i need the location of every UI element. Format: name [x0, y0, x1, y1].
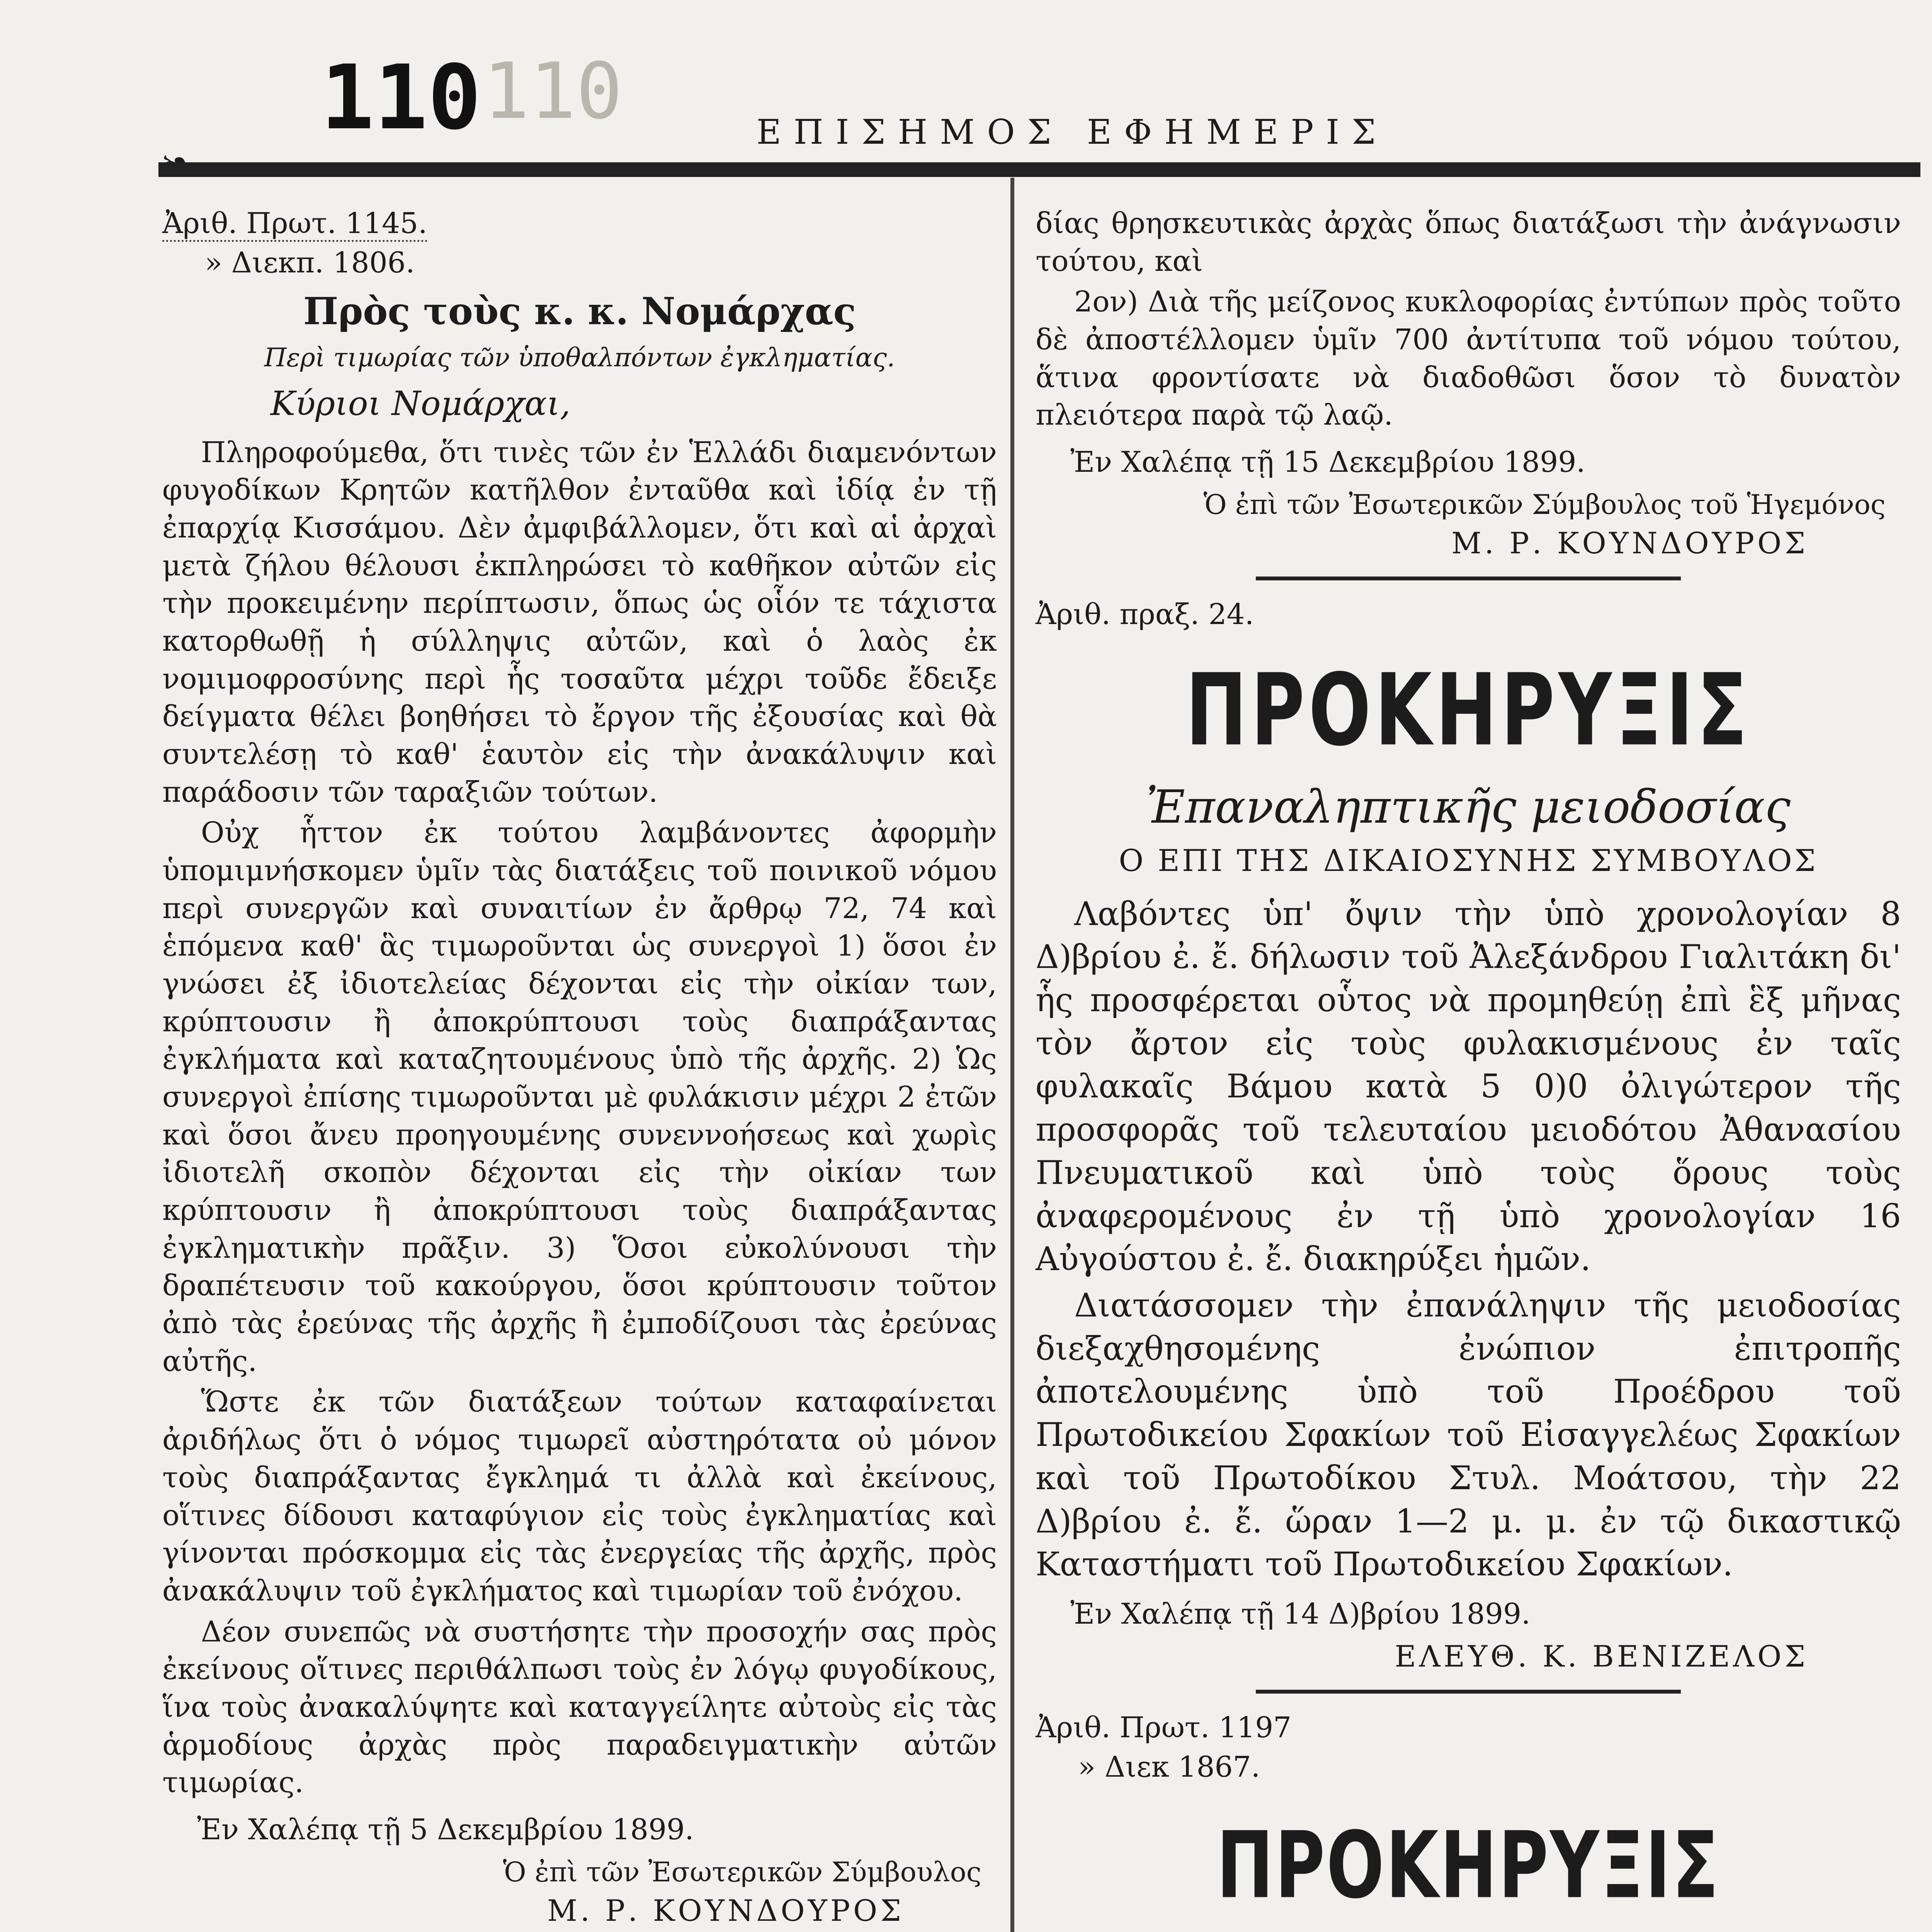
dispatch-number: » Διεκπ. 1806. — [205, 246, 415, 279]
signatory-role: Ὁ ἐπὶ τῶν Ἐσωτερικῶν Σύμβουλος τοῦ Ἡγεμόνος — [1203, 488, 1886, 520]
article-continuation — [1036, 205, 1901, 580]
paragraph: δίας θρησκευτικὰς ἀρχὰς ὅπως διατάξωσι τὴν ἀνάγνωσιν τούτου, καὶ — [1036, 207, 1901, 278]
signatory-name: Μ. Ρ. ΚΟΥΝΔΟΥΡΟΣ — [547, 1893, 904, 1928]
paragraph: Οὐχ ἧττον ἐκ τούτου λαμβάνοντες ἀφορμὴν ὑπομιμνήσκομεν ὑμῖν τὰς διατάξεις τοῦ ποινικοῦ νόμου περὶ συνεργῶν καὶ συναιτίων ἐν ἄρθρῳ 72, 74 καὶ ἑπόμενα καθ' ἃς τιμωροῦνται ὡς συνεργοὶ 1) ὅσοι ἐν γνώσει ἐξ ἰδιοτελείας δέχονται εἰς τὴν οἰκίαν των, κρύπτουσιν ἢ ἀποκρύπτουσι τοὺς διαπράξαντας ἐγκλήματα καὶ καταζητουμένους ὑπὸ τῆς ἀρχῆς. 2) Ὡς συνεργοὶ ἐπίσης τιμωροῦνται μὲ φυλάκισιν μέχρι 2 ἐτῶν καὶ ὅσοι ἄνευ προηγουμένης συνεννοήσεως καὶ χωρὶς ἰδιοτελῆ σκοπὸν δέχονται εἰς τὴν οἰκίαν των κρύπτουσιν ἢ ἀποκρύπτουσι τοὺς διαπράξαντας ἐγκληματικὴν πρᾶξιν. 3) Ὅσοι εὐκολύνουσι τὴν δραπέτευσιν τοῦ κακούργου, ὅσοι κρύπτουσιν τοῦτον ἀπὸ τὰς ἐρεύνας τῆς ἀρχῆς ἢ ἐμποδίζουσι τὰς ἐρεύνας αὐτῆς. — [162, 816, 997, 1378]
paragraph: Δέον συνεπῶς νὰ συστήσητε τὴν προσοχήν σας πρὸς ἐκείνους οἵτινες περιθάλπωσι τοὺς ἐν λόγῳ φυγοδίκους, ἵνα τοὺς ἀνακαλύψητε καὶ καταγγείλητε αὐτοὺς εἰς τὰς ἁρμοδίους ἀρχὰς πρὸς παραδειγματικὴν αὐτῶν τιμωρίας. — [162, 1615, 997, 1799]
paragraph: Διατάσσομεν τὴν ἐπανάληψιν τῆς μειοδοσίας διεξαχθησομένης ἐνώπιον ἐπιτροπῆς ἀποτελουμένης ὑπὸ τοῦ Προέδρου τοῦ Πρωτοδικείου Σφακίων τοῦ Εἰσαγγελέως Σφακίων καὶ τοῦ Πρωτοδίκου Στυλ. Μοάτσου, τὴν 22 Δ)βρίου ἐ. ἔ. ὥραν 1—2 μ. μ. ἐν τῷ δικαστικῷ Καταστήματι τοῦ Πρωτοδικείου Σφακίων. — [1036, 1286, 1901, 1583]
signatory-role: Ὁ ἐπὶ τῶν Ἐσωτερικῶν Σύμβουλος — [503, 1856, 981, 1888]
paragraph: Λαβόντες ὑπ' ὄψιν τὴν ὑπὸ χρονολογίαν 8 Δ)βρίου ἐ. ἔ. δήλωσιν τοῦ Ἀλεξάνδρου Γιαλιτάκη δι' ἧς προσφέρεται οὗτος νὰ προμηθεύῃ ἐπὶ ἓξ μῆνας τὸν ἄρτον εἰς τοὺς φυλακισμένους ἐν ταῖς φυλακαῖς Βάμου κατὰ 5 0)0 ὀλιγώτερον τῆς προσφορᾶς τοῦ τελευταίου μειοδότου Ἀθανασίου Πνευματικοῦ καὶ ὑπὸ τοὺς ὅρους τοὺς ἀναφερομένους ἐν τῇ ὑπὸ χρονολογίαν 16 Αὐγούστου ἐ. ἔ. διακηρύξει ἡμῶν. — [1036, 895, 1901, 1278]
article-nomarchs-fugitives — [162, 205, 997, 1932]
paragraph: Πληροφούμεθα, ὅτι τινὲς τῶν ἐν Ἑλλάδι διαμενόντων φυγοδίκων Κρητῶν κατῆλθον ἐνταῦθα καὶ ἰδίᾳ ἐν τῇ ἐπαρχίᾳ Κισσάμου. Δὲν ἀμφιβάλλομεν, ὅτι καὶ αἱ ἀρχαὶ μετὰ ζήλου θέλουσι ἐκπληρώσει τὸ καθῆκον αὐτῶν εἰς τὴν προκειμένην περίπτωσιν, ὅπως ὡς οἷόν τε τάχιστα κατορθωθῇ ἡ σύλληψις αὐτῶν, καὶ ὁ λαὸς ἐκ νομιμοφροσύνης περὶ ἧς τοσαῦτα μέχρι τοῦδε ἔδειξε δείγματα θέλει βοηθήσει τὸ ἔργον τῆς ἐξουσίας καὶ θὰ συντελέσῃ τὸ καθ' ἑαυτὸν εἰς τὴν ἀνακάλυψιν καὶ παράδοσιν τῶν ταραξιῶν τούτων. — [162, 435, 997, 809]
left-column — [162, 205, 997, 1932]
proclamation-repeat-auction — [1036, 596, 1901, 1694]
right-column — [1036, 205, 1901, 1932]
date-line: Ἐν Χαλέπᾳ τῇ 15 Δεκεμβρίου 1899. — [1070, 446, 1585, 479]
date-line: Ἐν Χαλέπᾳ τῇ 5 Δεκεμβρίου 1899. — [197, 1813, 694, 1846]
dispatch-number: » Διεκ 1867. — [1078, 1750, 1260, 1784]
proclamation-title: ΠΡΟΚΗΡΥΞΙΣ — [1185, 652, 1751, 768]
header-rule — [158, 162, 1920, 177]
section-separator — [1256, 1690, 1681, 1694]
section-separator — [1256, 577, 1681, 580]
page-number: 110 — [321, 46, 481, 150]
proclamation-subtitle: Ἐπαναληπτικῆς μειοδοσίας — [1146, 780, 1791, 833]
issuing-office: Ο ΕΠΙ ΤΗΣ ΔΙΚΑΙΟΣΥΝΗΣ ΣΥΜΒΟΥΛΟΣ — [1119, 843, 1818, 878]
column-divider — [1010, 178, 1014, 1932]
masthead: ΕΠΙΣΗΜΟΣ ΕΦΗΜΕΡΙΣ — [756, 112, 1388, 152]
salutation: Κύριοι Νομάρχαι, — [270, 384, 571, 423]
proclamation-renovation-auction — [1036, 1709, 1901, 1932]
protocol-number: Ἀριθ. Πρωτ. 1145. — [162, 205, 997, 243]
paragraph: Ὥστε ἐκ τῶν διατάξεων τούτων καταφαίνεται ἀριδήλως ὅτι ὁ νόμος τιμωρεῖ αὐστηρότατα οὐ μόνον τοὺς διαπράξαντας ἔγκλημά τι ἀλλὰ καὶ ἐκείνους, οἵτινες δίδουσι καταφύγιον εἰς τοὺς ἐγκληματίας καὶ γίνονται πρόσκομμα εἰς τὰς ἐνεργείας τῆς ἀρχῆς, πρὸς ἀνακάλυψιν τοῦ ἐγκλήματος καὶ τιμωρίαν τοῦ ἐνόχου. — [162, 1385, 997, 1607]
article-subject: Περὶ τιμωρίας τῶν ὑποθαλπόντων ἐγκληματίας. — [264, 343, 895, 373]
proclamation-title: ΠΡΟΚΗΡΥΞΙΣ — [1216, 1812, 1720, 1919]
show-through-page-number: 110 — [483, 46, 623, 136]
signatory-name: Μ. Ρ. ΚΟΥΝΔΟΥΡΟΣ — [1451, 526, 1808, 561]
act-number: Ἀριθ. πραξ. 24. — [1036, 598, 1254, 631]
signatory-name: ΕΛΕΥΘ. Κ. ΒΕΝΙΖΕΛΟΣ — [1395, 1639, 1808, 1673]
paragraph: 2ον) Διὰ τῆς μείζονος κυκλοφορίας ἐντύπων πρὸς τοῦτο δὲ ἀποστέλλομεν ὑμῖν 700 ἀντίτυπα τοῦ νόμου τούτου, ἅτινα φροντίσατε νὰ διαδοθῶσι ὅσον τὸ δυνατὸν πλειότερα παρὰ τῷ λαῷ. — [1036, 285, 1901, 432]
article-title: Πρὸς τοὺς κ. κ. Νομάρχας — [303, 289, 856, 333]
protocol-number: Ἀριθ. Πρωτ. 1197 — [1036, 1711, 1292, 1745]
date-line: Ἐν Χαλέπᾳ τῇ 14 Δ)βρίου 1899. — [1070, 1597, 1531, 1631]
